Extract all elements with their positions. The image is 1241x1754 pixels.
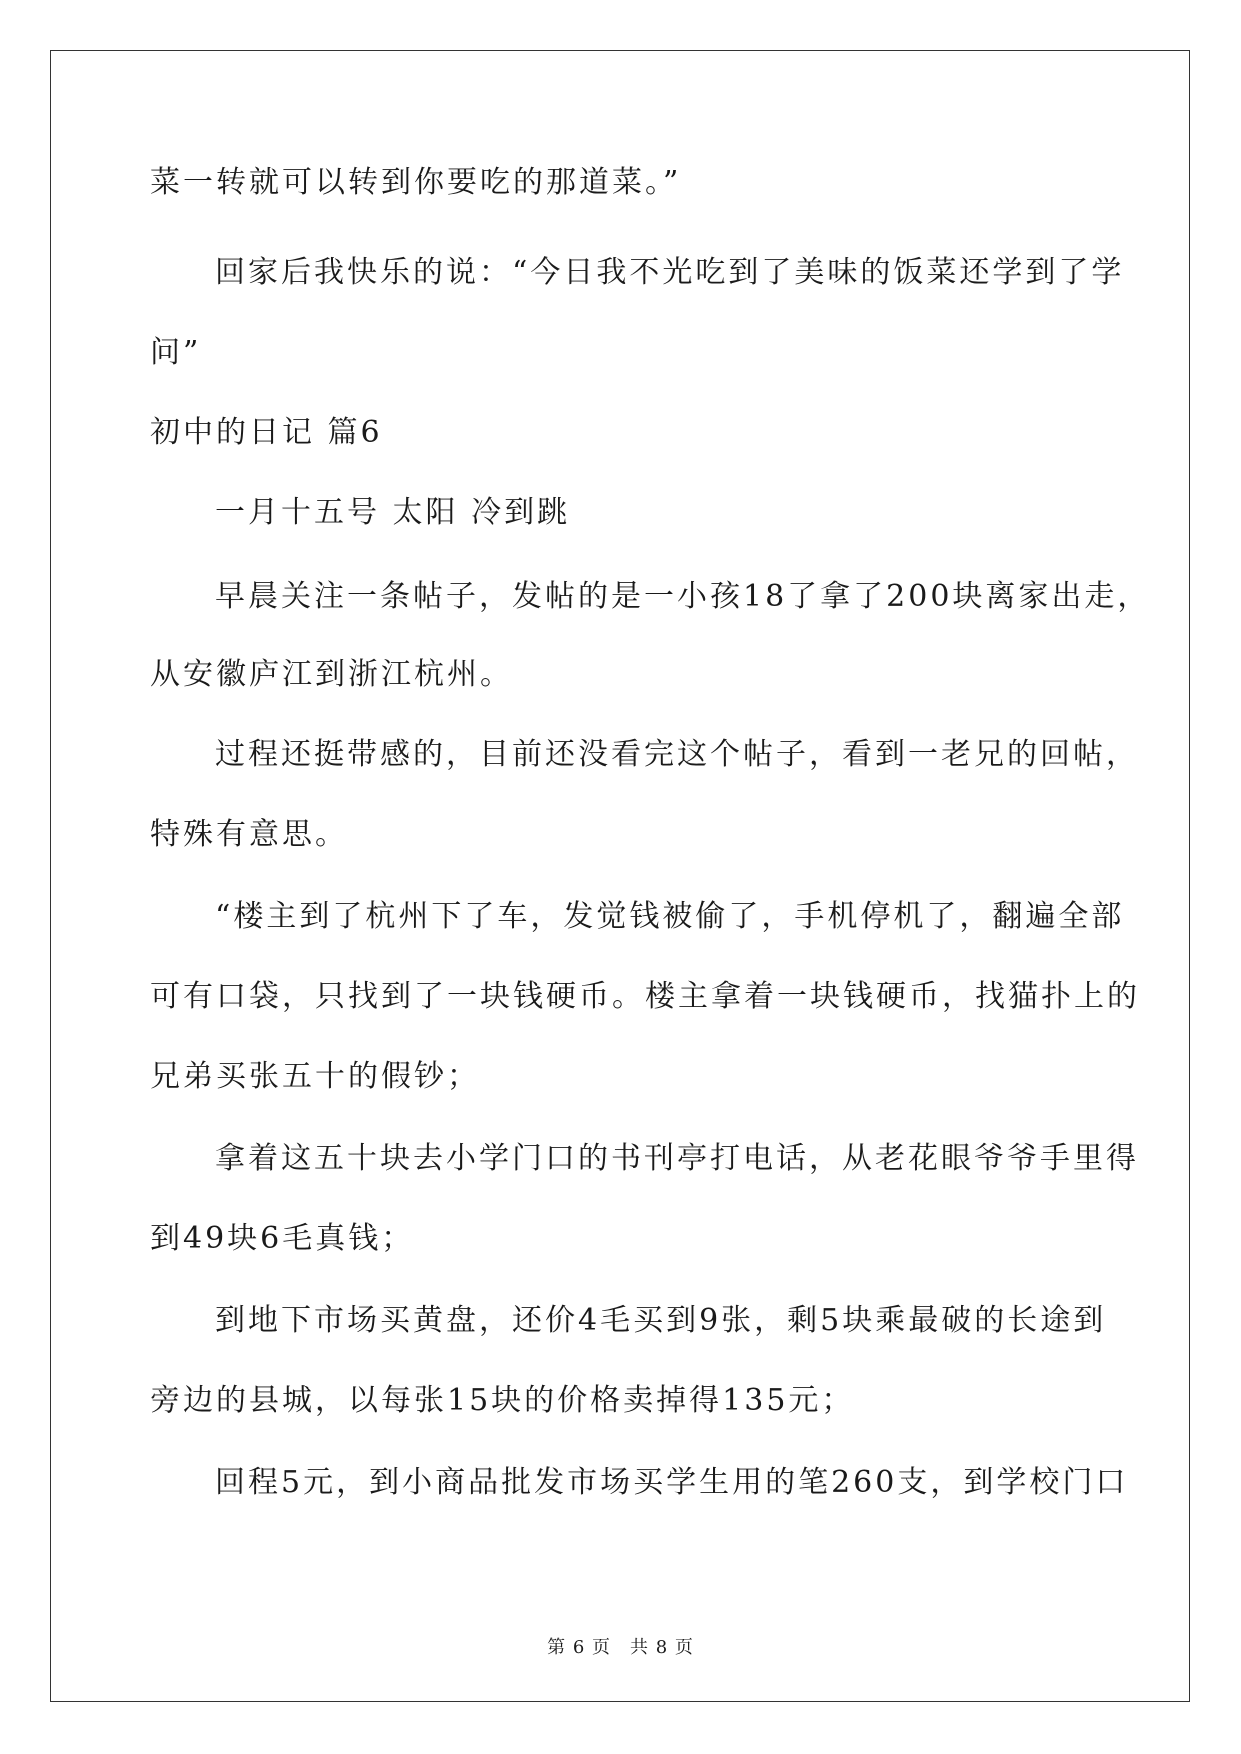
section-heading: 初中的日记 篇6 [150, 415, 383, 450]
text-line-16: 旁边的县城，以每张15块的价格卖掉得135元； [150, 1383, 855, 1418]
text-line-3: 问” [150, 335, 202, 370]
text-line-8: 过程还挺带感的，目前还没看完这个帖子，看到一老兄的回帖， [215, 737, 1139, 772]
text-line-2: 回家后我快乐的说：“今日我不光吃到了美味的饭菜还学到了学 [215, 255, 1125, 290]
text-line-7: 从安徽庐江到浙江杭州。 [150, 657, 513, 692]
text-line-10: “楼主到了杭州下了车，发觉钱被偷了，手机停机了，翻遍全部 [215, 899, 1125, 934]
text-line-6: 早晨关注一条帖子，发帖的是一小孩18了拿了200块离家出走， [215, 579, 1151, 614]
text-line-13: 拿着这五十块去小学门口的书刊亭打电话，从老花眼爷爷手里得 [215, 1141, 1139, 1176]
text-line-17: 回程5元，到小商品批发市场买学生用的笔260支，到学校门口 [215, 1465, 1129, 1500]
page-footer: 第 6 页 共 8 页 [547, 1637, 694, 1658]
text-line-11: 可有口袋，只找到了一块钱硬币。楼主拿着一块钱硬币，找猫扑上的 [150, 979, 1140, 1014]
text-line-15: 到地下市场买黄盘，还价4毛买到9张，剩5块乘最破的长途到 [215, 1303, 1107, 1338]
page-border [50, 50, 1190, 1702]
text-line-12: 兄弟买张五十的假钞； [150, 1059, 480, 1094]
text-line-5: 一月十五号 太阳 冷到跳 [215, 495, 571, 530]
text-line-14: 到49块6毛真钱； [150, 1221, 415, 1256]
text-line-1: 菜一转就可以转到你要吃的那道菜。” [150, 165, 682, 200]
text-line-9: 特殊有意思。 [150, 817, 348, 852]
